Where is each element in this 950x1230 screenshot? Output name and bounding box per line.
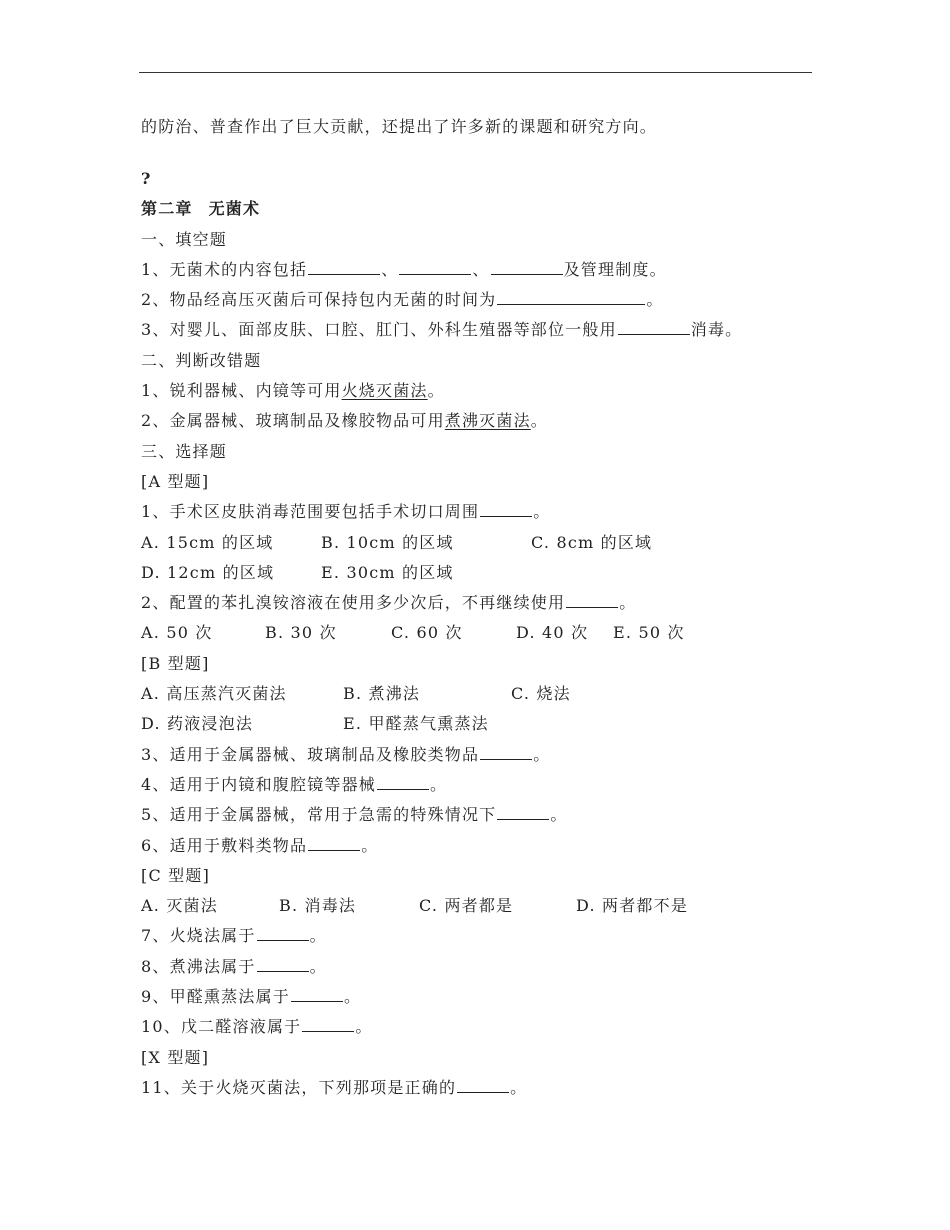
chapter-heading <box>141 194 821 224</box>
question-mark: ? <box>141 169 152 188</box>
option: A. 高压蒸汽灭菌法 <box>141 684 287 704</box>
answer-blank <box>491 260 563 275</box>
chapter-number: 第二章 <box>141 199 193 219</box>
section-choice: 三、选择题 <box>141 441 228 461</box>
fill-question-3: 3、对婴儿、面部皮肤、口腔、肛门、外科生殖器等部位一般用 消毒。 <box>141 320 743 340</box>
type-c-label: [C 型题] <box>141 865 211 885</box>
choice-question-1: 1、手术区皮肤消毒范围要包括手术切口周围 。 <box>141 502 551 522</box>
option: E. 甲醛蒸气熏蒸法 <box>343 714 489 734</box>
underlined-term: 煮沸灭菌法 <box>444 411 531 431</box>
answer-blank <box>291 987 343 1002</box>
choice-2-options <box>141 618 821 648</box>
choice-question-8: 8、煮沸法属于 。 <box>141 956 327 976</box>
choice-question-10: 10、戊二醛溶液属于 。 <box>141 1017 373 1037</box>
answer-blank <box>497 805 549 820</box>
choice-1-options-row-2 <box>141 558 821 588</box>
option: D. 12cm 的区域 <box>141 562 275 582</box>
choice-question-4: 4、适用于内镜和腹腔镜等器械 。 <box>141 774 448 794</box>
answer-blank <box>257 957 309 972</box>
option: B. 煮沸法 <box>343 684 421 704</box>
answer-blank <box>480 502 532 517</box>
option: B. 10cm 的区域 <box>321 532 454 552</box>
choice-question-7: 7、火烧法属于 。 <box>141 926 327 946</box>
choice-question-2: 2、配置的苯扎溴铵溶液在使用多少次后，不再继续使用 。 <box>141 593 637 613</box>
choice-question-5: 5、适用于金属器械，常用于急需的特殊情况下 。 <box>141 805 568 825</box>
option: D. 药液浸泡法 <box>141 714 254 734</box>
option: A. 50 次 <box>141 623 213 643</box>
intro-line: 的防治、普查作出了巨大贡献，还提出了许多新的课题和研究方向。 <box>141 117 658 136</box>
choice-question-9: 9、甲醛熏蒸法属于 。 <box>141 987 362 1007</box>
choice-1-options-row-1 <box>141 528 821 558</box>
answer-blank <box>497 290 645 305</box>
option: E. 50 次 <box>613 623 685 643</box>
choice-question-11: 11、关于火烧灭菌法，下列那项是正确的 。 <box>141 1077 528 1097</box>
judge-question-1: 1、锐利器械、内镜等可用火烧灭菌法。 <box>141 381 445 401</box>
chapter-title: 无菌术 <box>208 199 261 219</box>
answer-blank <box>566 593 618 608</box>
choice-question-3: 3、适用于金属器械、玻璃制品及橡胶类物品 。 <box>141 744 551 764</box>
option: C. 两者都是 <box>419 896 514 916</box>
underlined-term: 火烧灭菌法 <box>341 381 428 401</box>
answer-blank <box>480 745 532 760</box>
page-content <box>141 112 821 1103</box>
fill-question-1: 1、无菌术的内容包括 、 、 及管理制度。 <box>141 259 667 279</box>
choice-question-6: 6、适用于敷料类物品 。 <box>141 835 379 855</box>
type-x-label: [X 型题] <box>141 1047 210 1067</box>
answer-blank <box>457 1078 509 1093</box>
answer-blank <box>302 1017 354 1032</box>
judge-question-2: 2、金属器械、玻璃制品及橡胶物品可用煮沸灭菌法。 <box>141 411 548 431</box>
option: C. 8cm 的区域 <box>531 532 653 552</box>
option: A. 15cm 的区域 <box>141 532 274 552</box>
option: C. 60 次 <box>391 623 463 643</box>
header-rule <box>139 72 812 73</box>
c-options <box>141 891 821 921</box>
answer-blank <box>308 260 380 275</box>
section-true-false: 二、判断改错题 <box>141 350 262 370</box>
answer-blank <box>308 836 360 851</box>
option: A. 灭菌法 <box>141 896 218 916</box>
answer-blank <box>399 260 471 275</box>
type-b-label: [B 型题] <box>141 653 210 673</box>
b-options-row-1 <box>141 679 821 709</box>
section-fill-blank: 一、填空题 <box>141 229 228 249</box>
answer-blank <box>257 926 309 941</box>
option: E. 30cm 的区域 <box>321 562 454 582</box>
b-options-row-2 <box>141 709 821 739</box>
option: D. 40 次 <box>516 623 589 643</box>
option: C. 烧法 <box>511 684 571 704</box>
answer-blank <box>377 775 429 790</box>
option: D. 两者都不是 <box>576 896 689 916</box>
type-a-label: [A 型题] <box>141 471 210 491</box>
option: B. 消毒法 <box>279 896 357 916</box>
answer-blank <box>618 320 690 335</box>
fill-question-2: 2、物品经高压灭菌后可保持包内无菌的时间为 。 <box>141 290 664 310</box>
option: B. 30 次 <box>265 623 337 643</box>
